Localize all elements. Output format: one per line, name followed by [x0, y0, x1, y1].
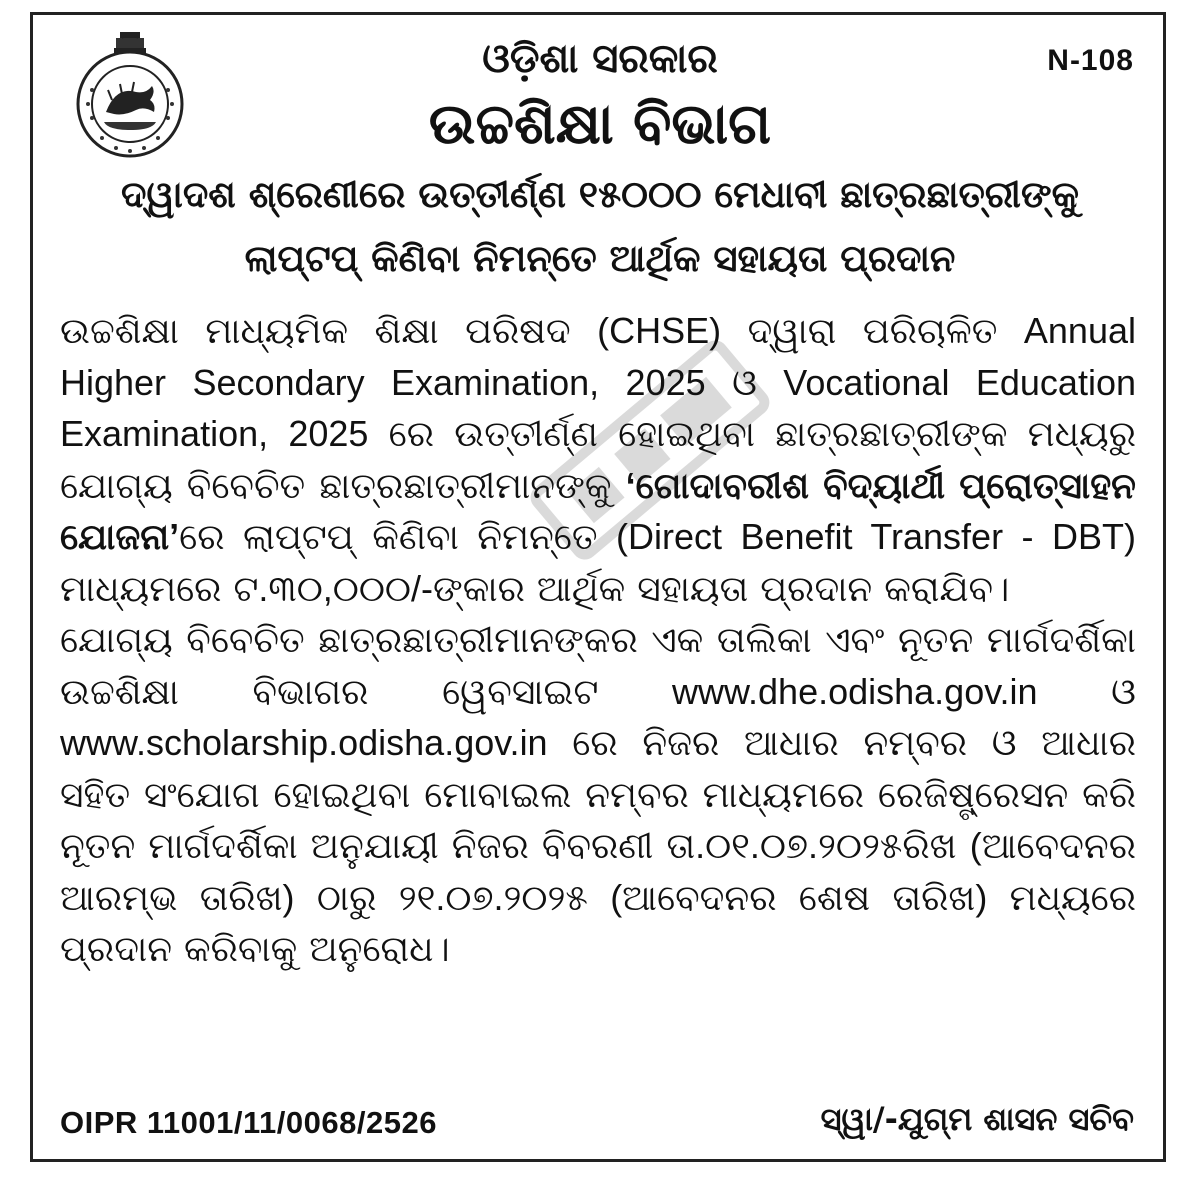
oipr-reference: OIPR 11001/11/0068/2526	[60, 1105, 437, 1140]
paragraph-application: ଯୋଗ୍ୟ ବିବେଚିତ ଛାତ୍ରଛାତ୍ରୀମାନଙ୍କର ଏକ ତାଲିକା ଏବଂ ନୂତନ ମାର୍ଗଦର୍ଶିକା ଉଚ୍ଚଶିକ୍ଷା ବିଭାଗର ୱେବସାଇଟ www.dhe.odisha.gov.in ଓ www.scholarship.odisha.gov.in ରେ ନିଜର ଆଧାର ନମ୍ବର ଓ ଆଧାର ସହିତ ସଂଯୋଗ ହୋଇଥିବା ମୋବାଇଲ ନମ୍ବର ମାଧ୍ୟମରେ ରେଜିଷ୍ଟ୍ରେସନ କରି ନୂତନ ମାର୍ଗଦର୍ଶିକା ଅନୁଯାୟୀ ନିଜର ବିବରଣୀ ତା.୦୧.୦୭.୨୦୨୫ରିଖ (ଆବେଦନର ଆରମ୍ଭ ତାରିଖ) ଠାରୁ ୨୧.୦୭.୨୦୨୫ (ଆବେଦନର ଶେଷ ତାରିଖ) ମଧ୍ୟରେ ପ୍ରଦାନ କରିବାକୁ ଅନୁରୋଧ।	[60, 619, 1136, 969]
paragraph-eligibility-start: ଉଚ୍ଚଶିକ୍ଷା ମାଧ୍ୟମିକ ଶିକ୍ଷା ପରିଷଦ (CHSE) ଦ୍ୱାରା ପରିଚାଳିତ Annual Higher Secondary Examination, 2025 ଓ Vocational Education Examination, 2025 ରେ ଉତ୍ତୀର୍ଣ୍ଣ ହୋଇଥିବା ଛାତ୍ରଛାତ୍ରୀଙ୍କ ମଧ୍ୟରୁ ଯୋଗ୍ୟ ବିବେଚିତ ଛାତ୍ରଛାତ୍ରୀମାନଙ୍କୁ	[60, 310, 1136, 506]
headline-line-1: ଦ୍ୱାଦଶ ଶ୍ରେଣୀରେ ଉତ୍ତୀର୍ଣ୍ଣ ୧୫୦୦୦ ମେଧାବୀ ଛାତ୍ରଛାତ୍ରୀଙ୍କୁ	[121, 173, 1079, 216]
notice-code: N-108	[1047, 44, 1134, 77]
paragraph-eligibility-end: ରେ ଲାପ୍‌ଟପ୍ କିଣିବା ନିମନ୍ତେ (Direct Benefit Transfer - DBT) ମାଧ୍ୟମରେ ଟ.୩୦,୦୦୦/-ଙ୍କାର ଆର୍ଥିକ ସହାୟତା ପ୍ରଦାନ କରାଯିବ।	[60, 516, 1136, 609]
signatory: ସ୍ୱା/-ଯୁଗ୍ମ ଶାସନ ସଚିବ	[820, 1100, 1134, 1138]
headline-line-2: ଲାପ୍‌ଟପ୍ କିଣିବା ନିମନ୍ତେ ଆର୍ଥିକ ସହାୟତା ପ୍ରଦାନ	[244, 237, 956, 280]
scheme-name: ‘ଗୋଦାବରୀଶ ବିଦ୍ୟାର୍ଥୀ ପ୍ରୋତ୍ସାହନ ଯୋଜନା’	[60, 464, 1136, 557]
paragraph-eligibility	[60, 305, 1136, 614]
notice-body	[60, 305, 1136, 975]
department-name: ଉଚ୍ଚଶିକ୍ଷା ବିଭାଗ	[428, 92, 772, 157]
government-name: ଓଡ଼ିଶା ସରକାର	[482, 36, 718, 82]
